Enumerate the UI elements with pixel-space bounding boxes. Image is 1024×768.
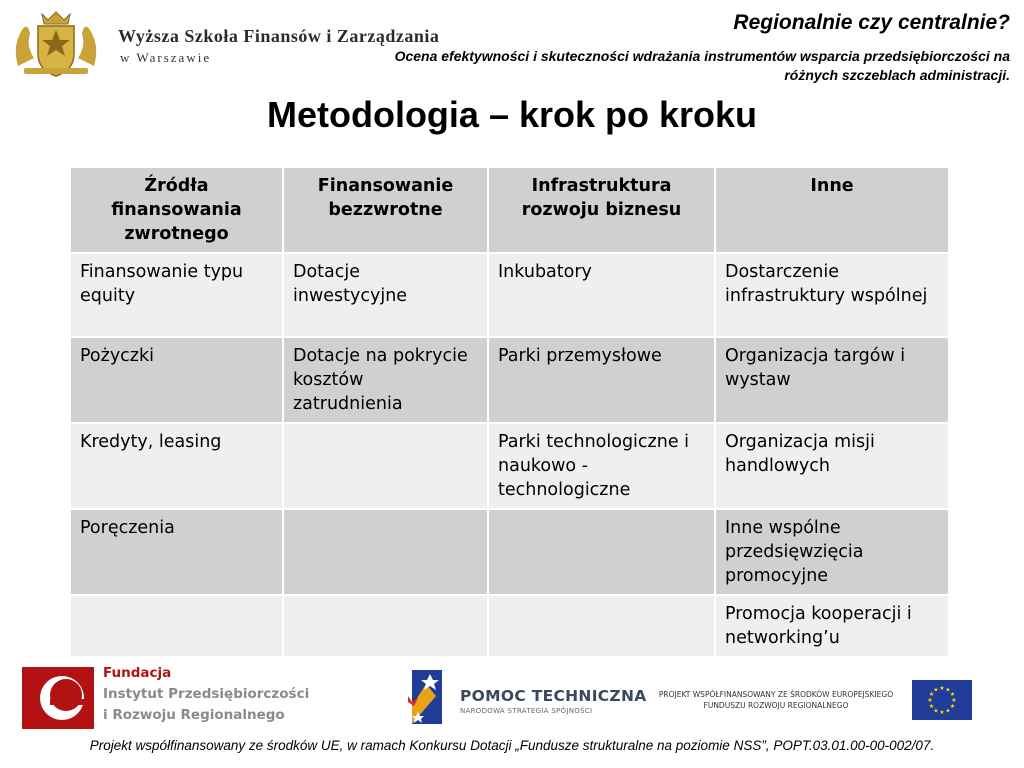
column-header: Inne	[715, 167, 949, 253]
table-cell: Organizacja misji handlowych	[715, 423, 949, 509]
table-cell: Poręczenia	[70, 509, 283, 595]
svg-text:★: ★	[933, 686, 939, 694]
methodology-table	[69, 166, 950, 658]
table-header-row	[70, 167, 949, 253]
slide-title: Metodologia – krok po kroku	[266, 94, 758, 135]
eu-flag-icon	[912, 680, 972, 720]
table-cell: Inkubatory	[488, 253, 715, 337]
svg-text:★: ★	[945, 686, 951, 694]
table-cell: Parki przemysłowe	[488, 337, 715, 423]
school-city: w Warszawie	[120, 50, 212, 65]
table-row	[70, 423, 949, 509]
foundation-line-1: Fundacja	[103, 665, 172, 681]
table-cell: Kredyty, leasing	[70, 423, 283, 509]
pomoc-techniczna-title: POMOC TECHNICZNA	[460, 687, 647, 705]
pomoc-techniczna-text	[460, 687, 647, 715]
column-header: Infrastruktura rozwoju biznesu	[488, 167, 715, 253]
foundation-logo	[22, 667, 94, 729]
table-cell	[283, 423, 488, 509]
column-header: Finansowanie bezzwrotne	[283, 167, 488, 253]
table-cell: Dotacje na pokrycie kosztów zatrudnienia	[283, 337, 488, 423]
eu-cofinancing-text: PROJEKT WSPÓŁFINANSOWANY ZE ŚRODKÓW EUROPEJSKIEGO FUNDUSZU ROZWOJU REGIONALNEGO	[658, 690, 894, 710]
foundation-line-2: Instytut Przedsiębiorczości	[103, 686, 310, 702]
foundation-name	[103, 663, 309, 726]
table-cell: Promocja kooperacji i networking’u	[715, 595, 949, 657]
svg-text:★: ★	[951, 697, 957, 704]
table-row	[70, 337, 949, 423]
header-subtitle: Ocena efektywności i skuteczności wdrażania instrumentów wsparcia przedsiębiorczości na różnych szczeblach administracji.	[394, 48, 1010, 83]
table-cell	[283, 595, 488, 657]
svg-text:★: ★	[949, 691, 956, 698]
school-crest-logo	[8, 6, 104, 80]
header-title: Regionalnie czy centralnie?	[733, 11, 1010, 34]
svg-text:★: ★	[927, 697, 933, 704]
svg-text:★: ★	[928, 691, 935, 698]
foundation-line-3: i Rozwoju Regionalnego	[103, 707, 285, 723]
table-cell	[283, 509, 488, 595]
svg-text:★: ★	[945, 707, 951, 715]
table-cell: Inne wspólne przedsięwzięcia promocyjne	[715, 509, 949, 595]
svg-text:★: ★	[939, 709, 945, 716]
table-cell: Pożyczki	[70, 337, 283, 423]
table-cell	[70, 595, 283, 657]
table-row	[70, 595, 949, 657]
table-cell: Parki technologiczne i naukowo - technologiczne	[488, 423, 715, 509]
svg-text:★: ★	[933, 707, 939, 715]
table-cell	[488, 595, 715, 657]
footer-note: Projekt współfinansowany ze środków UE, w ramach Konkursu Dotacji „Fundusze strukturalne na poziomie NSS”, POPT.03.01.00-00-002/07.	[89, 738, 935, 753]
svg-text:★: ★	[939, 685, 945, 692]
svg-text:★: ★	[949, 703, 956, 710]
table-cell: Dostarczenie infrastruktury wspólnej	[715, 253, 949, 337]
table-cell	[488, 509, 715, 595]
column-header: Źródła finansowania zwrotnego	[70, 167, 283, 253]
pomoc-techniczna-logo	[406, 666, 452, 728]
school-name: Wyższa Szkoła Finansów i Zarządzania	[118, 26, 440, 46]
table-row	[70, 253, 949, 337]
table-cell: Finansowanie typu equity	[70, 253, 283, 337]
table-cell: Organizacja targów i wystaw	[715, 337, 949, 423]
table-row	[70, 509, 949, 595]
pomoc-techniczna-subtitle: NARODOWA STRATEGIA SPÓJNOŚCI	[460, 707, 593, 715]
table-cell: Dotacje inwestycyjne	[283, 253, 488, 337]
svg-text:★: ★	[928, 703, 935, 710]
